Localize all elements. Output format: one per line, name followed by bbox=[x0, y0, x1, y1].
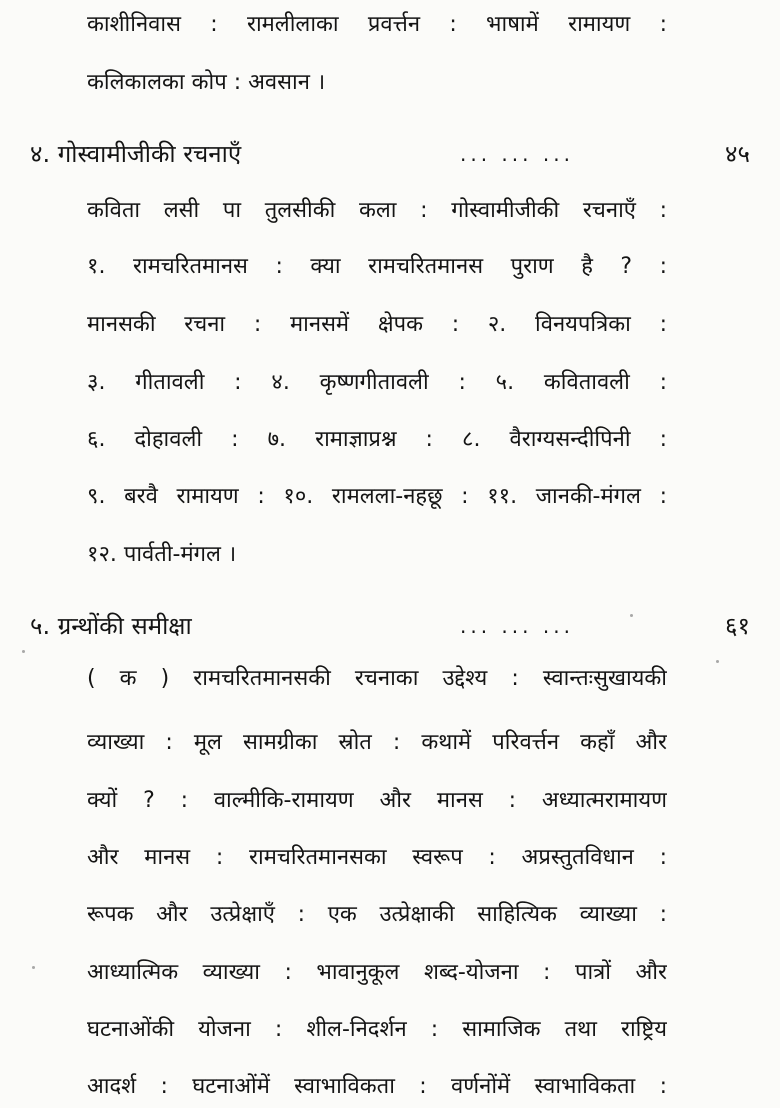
scan-speck bbox=[22, 650, 25, 653]
toc-entry-line: कविता लसी पा तुलसीकी कला : गोस्वामीजीकी रचनाएँ : bbox=[87, 198, 667, 223]
scan-speck bbox=[32, 966, 35, 969]
chapter-heading-4 bbox=[30, 136, 750, 172]
chapter-page-number: ६१ bbox=[725, 612, 750, 640]
chapter-title: ४. गोस्वामीजीकी रचनाएँ bbox=[30, 140, 242, 168]
chapter-page-number: ४५ bbox=[725, 140, 750, 168]
chapter-heading-5 bbox=[30, 608, 750, 644]
toc-entry-line: रूपक और उत्प्रेक्षाएँ : एक उत्प्रेक्षाकी साहित्यिक व्याख्या : bbox=[87, 902, 667, 927]
toc-entry-line: १२. पार्वती-मंगल । bbox=[87, 542, 237, 567]
toc-entry-line: ३. गीतावली : ४. कृष्णगीतावली : ५. कवितावली : bbox=[87, 370, 667, 395]
toc-entry-line: आध्यात्मिक व्याख्या : भावानुकूल शब्द-योजना : पात्रों और bbox=[87, 960, 667, 985]
toc-entry-line: ( क ) रामचरितमानसकी रचनाका उद्देश्य : स्वान्तःसुखायकी bbox=[87, 666, 667, 691]
toc-entry-line: और मानस : रामचरितमानसका स्वरूप : अप्रस्तुतविधान : bbox=[87, 845, 667, 870]
leader-dots: ... ... ... bbox=[460, 142, 574, 166]
scan-speck bbox=[630, 614, 633, 617]
leader-dots: ... ... ... bbox=[460, 614, 574, 638]
toc-entry-line: काशीनिवास : रामलीलाका प्रवर्त्तन : भाषामें रामायण : bbox=[87, 12, 667, 37]
toc-entry-line: क्यों ? : वाल्मीकि-रामायण और मानस : अध्यात्मरामायण bbox=[87, 788, 667, 813]
toc-entry-line: ९. बरवै रामायण : १०. रामलला-नहछू : ११. जानकी-मंगल : bbox=[87, 484, 667, 509]
toc-entry-line: आदर्श : घटनाओंमें स्वाभाविकता : वर्णनोंमें स्वाभाविकता : bbox=[87, 1074, 667, 1099]
toc-entry-line: व्याख्या : मूल सामग्रीका स्रोत : कथामें परिवर्त्तन कहाँ और bbox=[87, 730, 667, 755]
toc-entry-line: कलिकालका कोप : अवसान । bbox=[87, 70, 326, 95]
chapter-title: ५. ग्रन्थोंकी समीक्षा bbox=[30, 612, 192, 640]
toc-entry-line: मानसकी रचना : मानसमें क्षेपक : २. विनयपत्रिका : bbox=[87, 312, 667, 337]
toc-entry-line: १. रामचरितमानस : क्या रामचरितमानस पुराण है ? : bbox=[87, 254, 667, 279]
scan-speck bbox=[716, 660, 719, 663]
toc-entry-line: घटनाओंकी योजना : शील-निदर्शन : सामाजिक तथा राष्ट्रिय bbox=[87, 1017, 667, 1042]
toc-entry-line: ६. दोहावली : ७. रामाज्ञाप्रश्न : ८. वैराग्यसन्दीपिनी : bbox=[87, 427, 667, 452]
